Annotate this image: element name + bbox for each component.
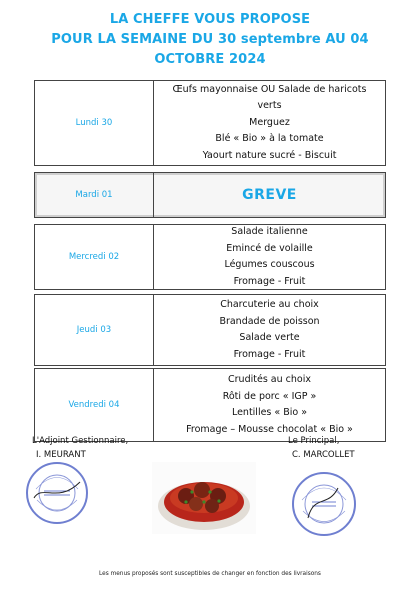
footer-note: Les menus proposés sont susceptibles de changer en fonction des livraisons: [99, 571, 321, 577]
day-label-thursday: Jeudi 03: [35, 295, 154, 365]
signature-gestionnaire: [32, 434, 128, 462]
day-row-thursday: [34, 294, 386, 366]
stamp-right-graphic: [294, 474, 354, 534]
signature-name: I. MEURANT: [36, 450, 86, 460]
stamp-left-graphic: [28, 464, 86, 522]
title-line-3: OCTOBRE 2024: [154, 52, 266, 67]
day-menu-monday: [154, 81, 385, 165]
menu-item: Salade verte: [239, 332, 300, 343]
title-line-2: POUR LA SEMAINE DU 30 septembre AU 04: [51, 32, 369, 47]
menu-item: Fromage - Fruit: [233, 275, 306, 287]
day-menu-wednesday: [154, 225, 385, 289]
signature-name: C. MARCOLLET: [292, 450, 355, 460]
day-menu-tuesday: [154, 173, 385, 217]
menu-item: Blé « Bio » à la tomate: [215, 133, 324, 145]
menu-item: Salade italienne: [231, 226, 308, 237]
day-label-wednesday: Mercredi 02: [35, 225, 154, 289]
menu-item: Brandade de poisson: [219, 315, 320, 327]
menu-item: Crudités au choix: [228, 374, 311, 385]
strike-notice: GREVE: [242, 186, 297, 203]
school-stamp-left: [26, 462, 88, 524]
day-row-friday: [34, 368, 386, 442]
day-menu-friday: [154, 369, 385, 441]
dish-photo-graphic: [152, 462, 256, 534]
menu-item: Charcuterie au choix: [220, 299, 319, 310]
menu-item: Œufs mayonnaise OU Salade de haricots: [172, 83, 367, 95]
menu-item: Légumes couscous: [224, 259, 315, 270]
day-row-monday: [34, 80, 386, 166]
signature-title: L'Adjoint Gestionnaire,: [32, 436, 129, 446]
day-menu-thursday: [154, 295, 385, 365]
page-title: [0, 10, 420, 70]
day-label-friday: Vendredi 04: [35, 369, 154, 441]
menu-item: Emincé de volaille: [226, 242, 313, 254]
day-label-tuesday: Mardi 01: [35, 173, 154, 217]
menu-item: Fromage - Fruit: [233, 348, 306, 360]
signature-title: Le Principal,: [288, 436, 340, 446]
menu-item: Merguez: [249, 116, 290, 128]
day-label-monday: Lundi 30: [35, 81, 154, 165]
menu-item: Lentilles « Bio »: [231, 407, 308, 418]
menu-item: Fromage – Mousse chocolat « Bio »: [186, 423, 353, 435]
menu-item: Yaourt nature sucré - Biscuit: [202, 149, 337, 161]
menu-item: verts: [257, 100, 282, 112]
school-stamp-right: [292, 472, 356, 536]
signature-principal: [288, 434, 355, 462]
dish-photo: [152, 462, 256, 534]
title-line-1: LA CHEFFE VOUS PROPOSE: [109, 12, 311, 27]
menu-item: Rôti de porc « IGP »: [222, 390, 317, 402]
day-row-tuesday: [34, 172, 386, 218]
day-row-wednesday: [34, 224, 386, 290]
